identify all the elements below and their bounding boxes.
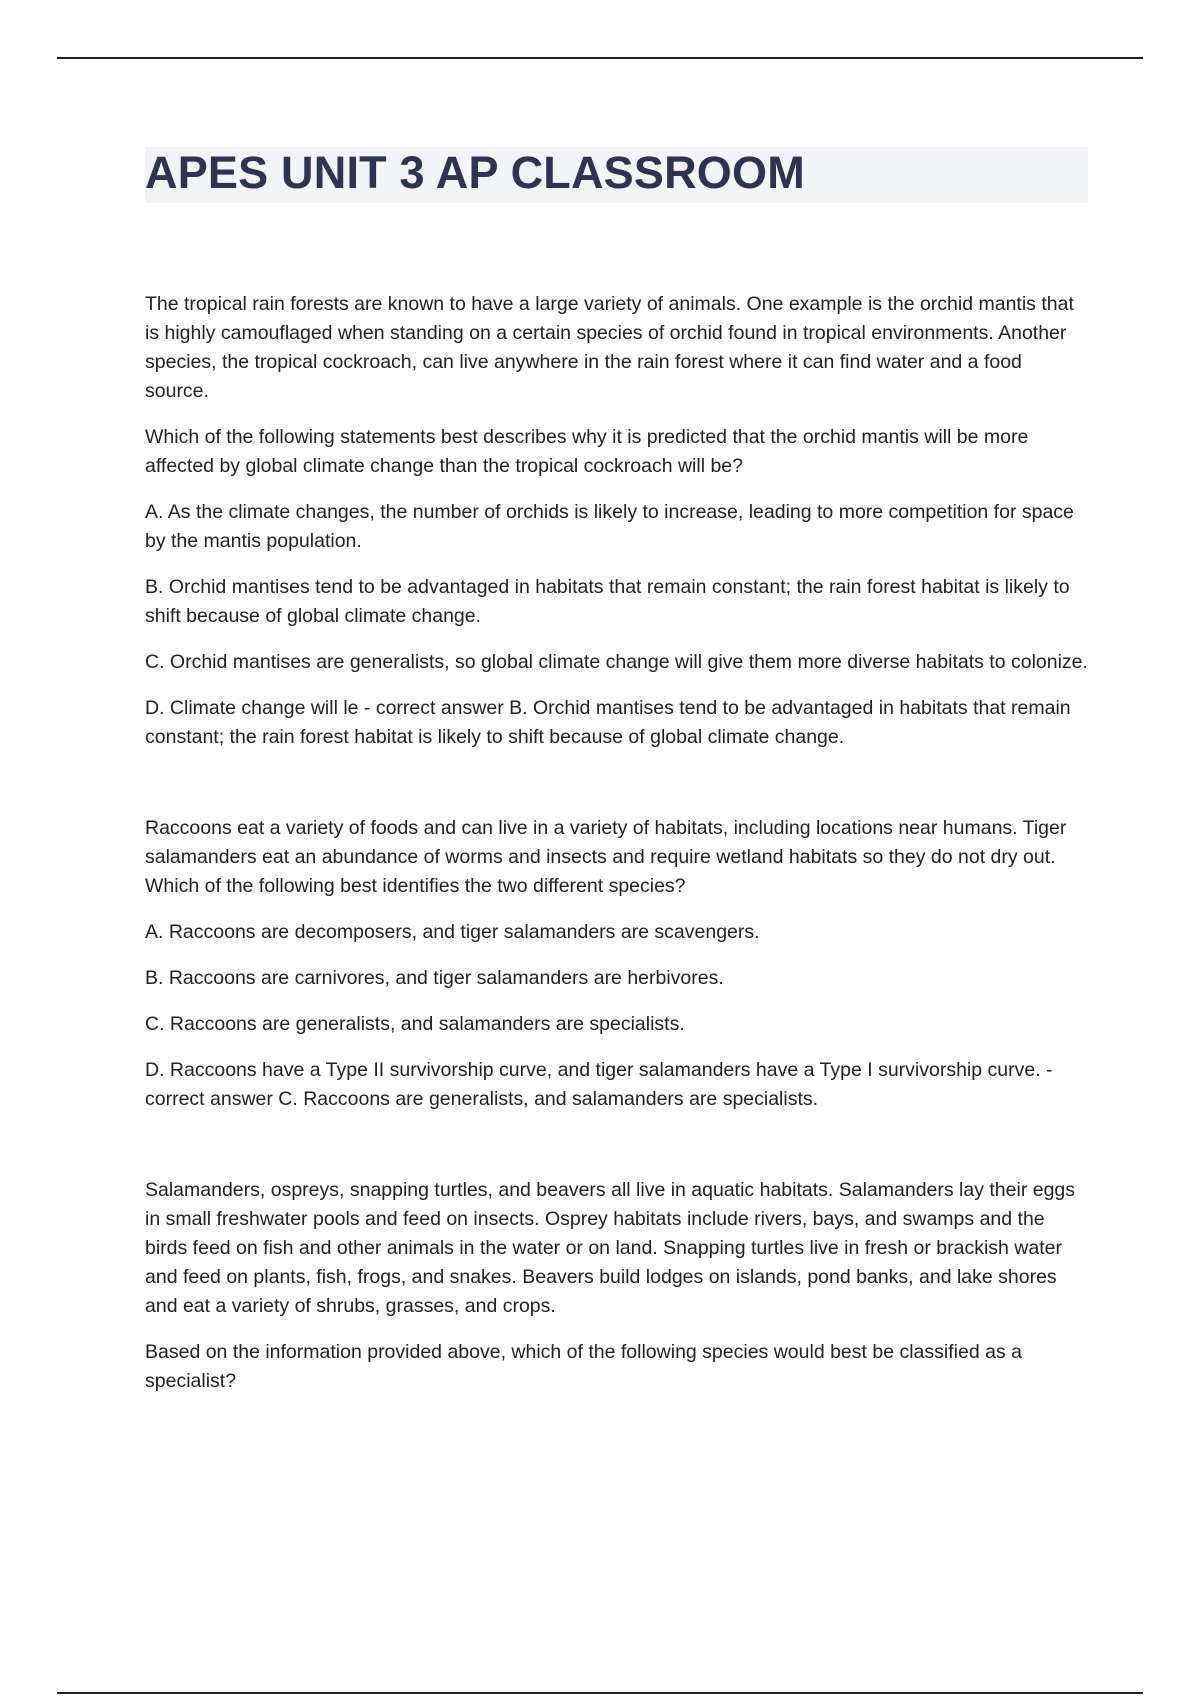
answer-option-b: B. Orchid mantises tend to be advantaged in habitats that remain constant; the rain forest habitat is likely to shift because of global climate change. xyxy=(145,576,1070,627)
document-title: APES UNIT 3 AP CLASSROOM xyxy=(145,147,805,198)
answer-option-d: D. Raccoons have a Type II survivorship curve, and tiger salamanders have a Type I survivorship curve. - correct answer C. Raccoons are generalists, and salamanders are specialists. xyxy=(145,1059,1053,1110)
question-stem: Salamanders, ospreys, snapping turtles, and beavers all live in aquatic habitats. Salamanders lay their eggs in small freshwater pools and feed on insects. Osprey habitats include rivers, bays, and swamps and the birds feed on fish and other animals in the water or on land. Snapping turtles live in fresh or brackish water and feed on plants, fish, frogs, and snakes. Beavers build lodges on islands, pond banks, and lake shores and eat a variety of shrubs, grasses, and crops. xyxy=(145,1179,1076,1317)
question-stem: The tropical rain forests are known to have a large variety of animals. One example is the orchid mantis that is highly camouflaged when standing on a certain species of orchid found in tropical environments. Another species, the tropical cockroach, can live anywhere in the rain forest where it can find water and a food source. xyxy=(145,293,1074,402)
question-3 xyxy=(145,1176,1090,1396)
answer-option-a: A. As the climate changes, the number of orchids is likely to increase, leading to more competition for space by the mantis population. xyxy=(145,501,1074,552)
bottom-divider xyxy=(57,1692,1143,1694)
answer-option-c: C. Orchid mantises are generalists, so global climate change will give them more diverse habitats to colonize. xyxy=(145,651,1088,673)
answer-option-b: B. Raccoons are carnivores, and tiger salamanders are herbivores. xyxy=(145,967,724,989)
document-body xyxy=(145,290,1090,1413)
answer-option-c: C. Raccoons are generalists, and salamanders are specialists. xyxy=(145,1013,685,1035)
question-prompt: Based on the information provided above, which of the following species would best be classified as a specialist? xyxy=(145,1341,1022,1392)
top-divider xyxy=(57,57,1143,59)
answer-option-a: A. Raccoons are decomposers, and tiger salamanders are scavengers. xyxy=(145,921,760,943)
question-2 xyxy=(145,814,1090,1114)
question-stem: Raccoons eat a variety of foods and can live in a variety of habitats, including locations near humans. Tiger salamanders eat an abundance of worms and insects and require wetland habitats so they do not dry out. Which of the following best identifies the two different species? xyxy=(145,817,1067,897)
answer-option-d: D. Climate change will le - correct answer B. Orchid mantises tend to be advantaged in habitats that remain constant; the rain forest habitat is likely to shift because of global climate change. xyxy=(145,697,1071,748)
question-1 xyxy=(145,290,1090,752)
question-prompt: Which of the following statements best describes why it is predicted that the orchid mantis will be more affected by global climate change than the tropical cockroach will be? xyxy=(145,426,1029,477)
